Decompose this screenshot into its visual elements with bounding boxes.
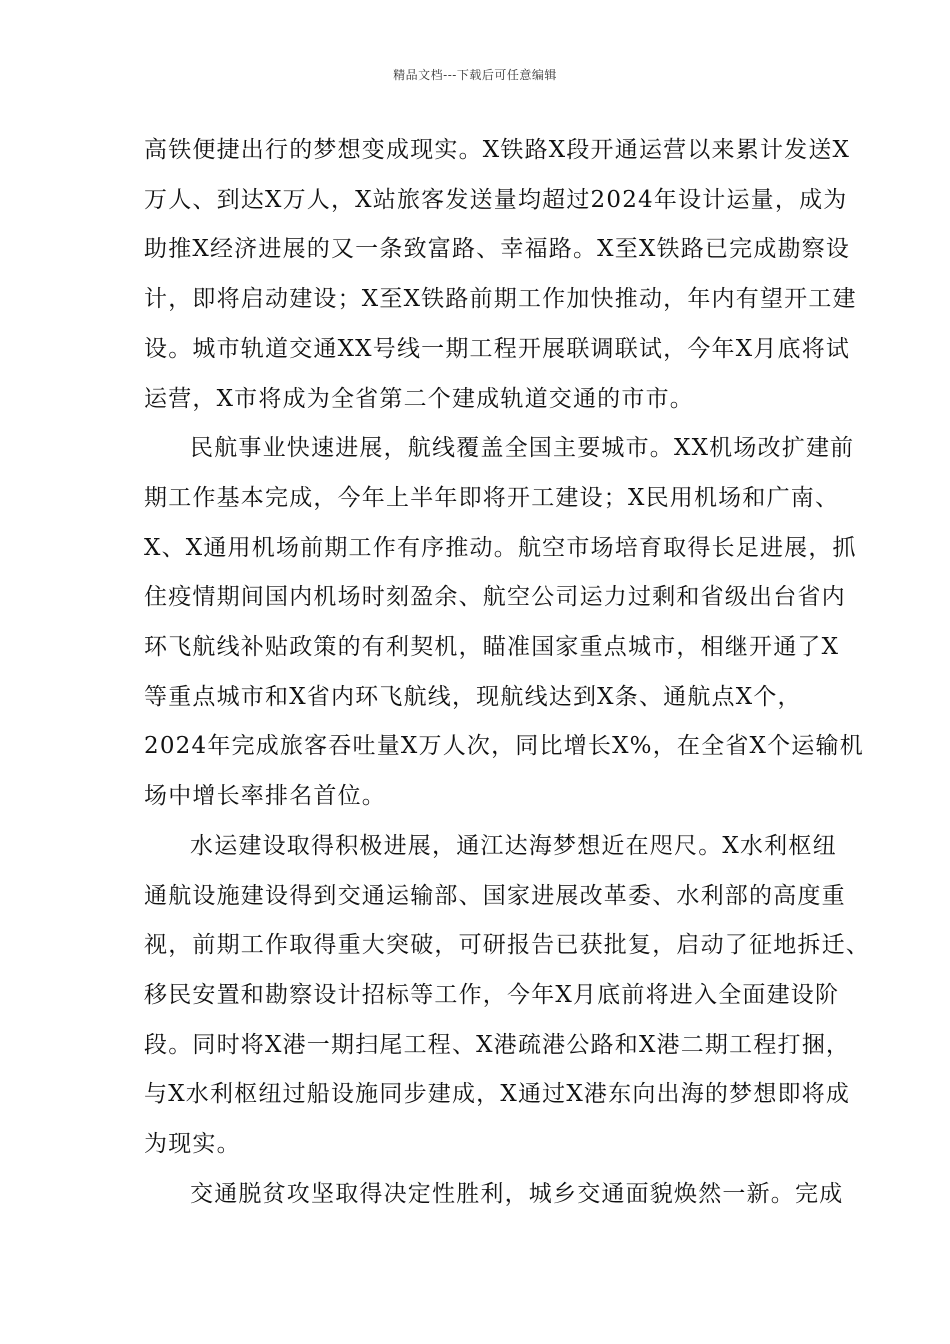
text-line: X、X通用机场前期工作有序推动。航空市场培育取得长足进展，抓 (144, 534, 857, 561)
document-body (144, 126, 870, 1219)
text-line: 住疫情期间国内机场时刻盈余、航空公司运力过剩和省级出台省内 (144, 584, 846, 611)
text-line: 水运建设取得积极进展，通江达海梦想近在咫尺。X水利枢纽 (190, 832, 837, 859)
paragraph (144, 126, 857, 424)
running-header: 精品文档---下载后可任意编辑 (393, 68, 557, 82)
text-line: 万人、到达X万人，X站旅客发送量均超过2024年设计运量，成为 (144, 186, 848, 213)
text-line: 交通脱贫攻坚取得决定性胜利，城乡交通面貌焕然一新。完成 (190, 1180, 844, 1207)
text-line: 运营，X市将成为全省第二个建成轨道交通的市市。 (144, 385, 694, 412)
text-line: 为现实。 (144, 1131, 241, 1158)
text-line: 设。城市轨道交通XX号线一期工程开展联调联试，今年X月底将试 (144, 335, 851, 362)
text-line: 期工作基本完成，今年上半年即将开工建设；X民用机场和广南、 (144, 484, 840, 511)
text-line: 与X水利枢纽过船设施同步建成，X通过X港东向出海的梦想即将成 (144, 1081, 851, 1108)
paragraph (144, 1170, 844, 1220)
paragraph (144, 424, 864, 822)
text-line: 段。同时将X港一期扫尾工程、X港疏港公路和X港二期工程打捆， (144, 1031, 851, 1058)
text-line: 通航设施建设得到交通运输部、国家进展改革委、水利部的高度重 (144, 882, 846, 909)
paragraph (144, 822, 870, 1170)
text-line: 助推X经济进展的又一条致富路、幸福路。X至X铁路已完成勘察设 (144, 236, 851, 263)
text-line: 视，前期工作取得重大突破，可研报告已获批复，启动了征地拆迁、 (144, 932, 870, 959)
text-line: 移民安置和勘察设计招标等工作，今年X月底前将进入全面建设阶 (144, 981, 840, 1008)
text-line: 计，即将启动建设；X至X铁路前期工作加快推动，年内有望开工建 (144, 286, 857, 313)
text-line: 2024年完成旅客吞吐量X万人次，同比增长X%，在全省X个运输机 (144, 733, 864, 760)
text-line: 等重点城市和X省内环飞航线，现航线达到X条、通航点X个， (144, 683, 802, 710)
text-line: 民航事业快速进展，航线覆盖全国主要城市。XX机场改扩建前 (190, 435, 855, 462)
text-line: 环飞航线补贴政策的有利契机，瞄准国家重点城市，相继开通了X (144, 634, 840, 661)
text-line: 场中增长率排名首位。 (144, 783, 386, 810)
text-line: 高铁便捷出行的梦想变成现实。X铁路X段开通运营以来累计发送X (144, 137, 851, 163)
